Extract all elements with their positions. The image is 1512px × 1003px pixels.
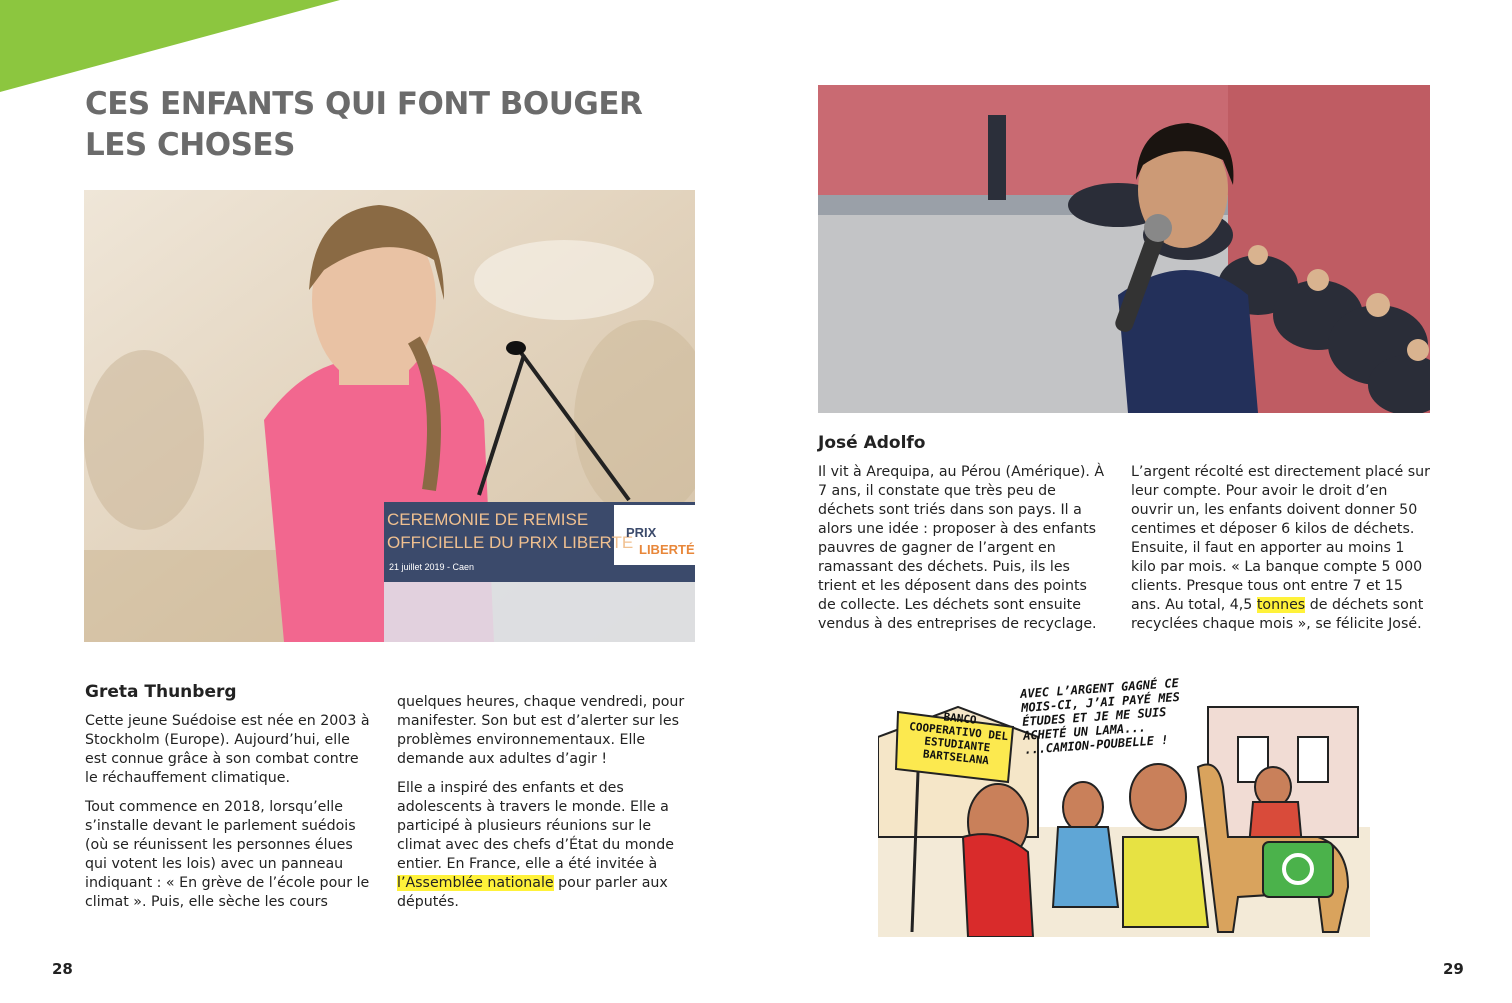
greta-text-before-highlight: Elle a inspiré des enfants et des adolescents à travers le monde. Elle a participé à plusieurs réunions sur le climat avec des chefs d’État du monde entier. En France, elle a été invitée à xyxy=(397,780,674,872)
greta-heading: Greta Thunberg xyxy=(85,682,237,702)
jose-column-2 xyxy=(1131,463,1431,644)
greta-text-after-highlight: pour parler aux députés. xyxy=(397,875,668,910)
podium-date: 21 juillet 2019 - Caen xyxy=(389,562,475,572)
page-number-left: 28 xyxy=(52,960,73,978)
cartoon-speech-bubble: AVEC L’ARGENT GAGNÉ CE MOIS-CI, J’AI PAYÉ MES ÉTUDES ET JE ME SUIS ACHETÉ UN LAMA... ...CAMION-POUBELLE ! xyxy=(1019,675,1181,757)
greta-paragraph-1: Cette jeune Suédoise est née en 2003 à Stockholm (Europe). Aujourd’hui, elle est connue grâce à son combat contre le réchauffement climatique. xyxy=(85,713,370,786)
jose-text-before-highlight: L’argent récolté est directement placé sur leur compte. Pour avoir le droit d’en ouvrir un, les enfants doivent donner 50 centimes et déposer 6 kilos de déchets. Ensuite, il faut en apporter au moins 1 kilo par mois. « La banque compte 5 000 clients. Presque tous ont entre 7 et 15 ans. Au total, 4,5 xyxy=(1131,464,1430,613)
podium-line2: OFFICIELLE DU PRIX LIBERTÉ xyxy=(387,533,634,552)
logo-top: PRIX xyxy=(626,525,657,540)
greta-photo xyxy=(84,190,695,642)
logo-bottom: LIBERTÉ xyxy=(639,542,695,557)
jose-photo xyxy=(818,85,1430,413)
jose-heading: José Adolfo xyxy=(818,433,926,453)
podium-line1: CEREMONIE DE REMISE xyxy=(387,510,589,529)
jose-paragraph-1: Il vit à Arequipa, au Pérou (Amérique). À 7 ans, il constate que très peu de déchets sont triés dans son pays. Il a alors une idée : proposer à des enfants pauvres de gagner de l’argent en ramassant des déchets. Puis, ils les trient et les déposent dans des points de collecte. Les déchets sont ensuite vendus à des entreprises de recyclage. xyxy=(818,464,1105,632)
highlight-tonnes: tonnes xyxy=(1256,597,1306,613)
greta-column-1 xyxy=(85,712,375,922)
jose-paragraph-2 xyxy=(1131,463,1431,634)
cartoon-sign-text: BANCO COOPERATIVO DEL ESTUDIANTE BARTSELANA xyxy=(908,710,1009,768)
page-number-right: 29 xyxy=(1443,960,1464,978)
page-title-line1: CES ENFANTS QUI FONT BOUGER xyxy=(85,86,643,122)
page-title xyxy=(85,84,642,166)
greta-paragraph-2: Tout commence en 2018, lorsqu’elle s’installe devant le parlement suédois (où se réunissent les personnes élues qui votent les lois) avec un panneau indiquant : « En grève de l’école pour le climat ». Puis, elle sèche les cours xyxy=(85,799,370,910)
greta-paragraph-3: quelques heures, chaque vendredi, pour manifester. Son but est d’alerter sur les problèmes environnementaux. Elle demande aux adultes d’agir ! xyxy=(397,694,685,767)
highlight-assemblee-nationale: l’Assemblée nationale xyxy=(397,875,554,891)
jose-text-after-highlight: de déchets sont recyclées chaque mois », se félicite José. xyxy=(1131,597,1424,632)
jose-column-1 xyxy=(818,463,1108,644)
greta-column-2 xyxy=(397,693,687,922)
greta-paragraph-4 xyxy=(397,779,687,912)
page-title-line2: LES CHOSES xyxy=(85,127,295,163)
green-corner-decoration xyxy=(0,0,340,92)
